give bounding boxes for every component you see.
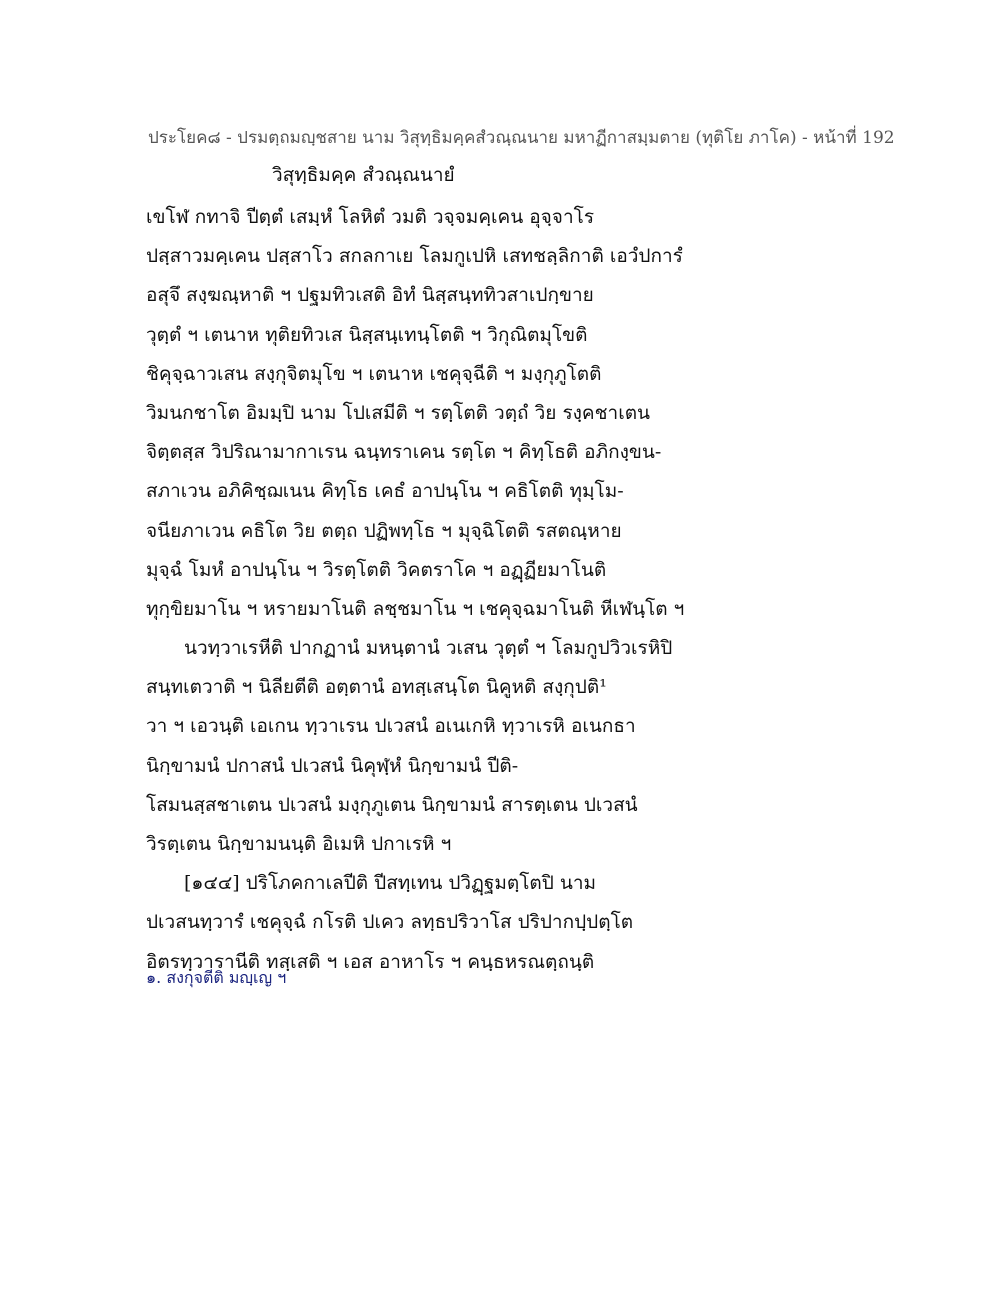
text-line: อสุจึ สงฺฆณฺหาติ ฯ ปฐมทิวเสติ อิทํ นิสฺสนฺททิวสาเปกฺขาย	[146, 284, 594, 307]
text-line: มุจฺฉํ โมหํ อาปนฺโน ฯ วิรตฺโตติ วิคตราโค ฯ อฏฺฏียมาโนติ	[146, 558, 607, 581]
text-line: ปสฺสาวมคฺเคน ปสฺสาโว สกลกาเย โลมกูเปหิ เสทชลฺลิกาติ เอวํปการํ	[146, 245, 683, 268]
text-line: นวทฺวาเรหีติ ปากฏานํ มหนฺตานํ วเสน วุตฺตํ ฯ โลมกูปวิวเรหิปิ	[184, 637, 673, 660]
text-line: [๑๔๔] ปริโภคกาเลปีติ ปีสทฺเทน ปวิฏฺฐมตฺโตปิ นาม	[184, 872, 597, 895]
body-text	[146, 198, 706, 982]
text-line: จนียภาเวน คธิโต วิย ตตฺถ ปฏิพทฺโธ ฯ มุจฺฉิโตติ รสตณฺหาย	[146, 519, 622, 542]
text-line: วิมนกชาโต อิมมฺปิ นาม โปเสมีติ ฯ รตฺโตติ วตฺถํ วิย รงฺคชาเตน	[146, 401, 651, 424]
text-line: นิกฺขามนํ ปกาสนํ ปเวสนํ นิคุฬฺหํ นิกฺขามนํ ปีติ-	[146, 754, 519, 777]
chapter-title: วิสุทฺธิมคฺค สํวณฺณนายํ	[272, 164, 455, 186]
page-header: ประโยค๘ - ปรมตฺถมญฺชสาย นาม วิสุทฺธิมคฺคสํวณฺณนาย มหาฏีกาสมฺมตาย (ทุติโย ภาโค) - หน้าที่ 192	[148, 128, 895, 148]
text-line: วุตฺตํ ฯ เตนาห ทุติยทิวเส นิสฺสนฺเทนฺโตติ ฯ วิกุณิตมุโขติ	[146, 323, 588, 346]
text-line: อิตรทฺวารานีติ ทสฺเสติ ฯ เอส อาหาโร ฯ คนฺธหรณตฺถนฺติ	[146, 950, 595, 973]
text-line: ทุกฺขิยมาโน ฯ หรายมาโนติ ลชฺชมาโน ฯ เชคุจฺฉมาโนติ หีเฬนฺโต ฯ	[146, 597, 685, 620]
text-line: โสมนสฺสชาเตน ปเวสนํ มงฺกุภูเตน นิกฺขามนํ สารตฺเตน ปเวสนํ	[146, 793, 638, 816]
text-line: จิตฺตสฺส วิปริณามากาเรน ฉนฺทราเคน รตฺโต ฯ คิทฺโธติ อภิกงฺขน-	[146, 441, 662, 464]
text-line: สนฺทเตวาติ ฯ นิลียตีติ อตฺตานํ อทสฺเสนฺโต นิคูหติ สงฺกุปติ¹	[146, 676, 607, 699]
footnote: ๑. สงกุจตีติ มญฺเญ ฯ	[146, 968, 287, 987]
text-line: เขโฬ กทาจิ ปีตฺตํ เสมฺหํ โลหิตํ วมติ วจฺจมคฺเคน อุจฺจาโร	[146, 206, 595, 228]
text-line: สภาเวน อภิคิชฺฌเนน คิทฺโธ เคธํ อาปนฺโน ฯ คธิโตติ ทุมฺโม-	[146, 480, 624, 503]
text-line: ชิคุจฺฉาวเสน สงฺกุจิตมุโข ฯ เตนาห เชคุจฺฉีติ ฯ มงฺกุภูโตติ	[146, 362, 602, 385]
text-line: ปเวสนทฺวารํ เชคุจฺฉํ กโรติ ปเคว ลทฺธปริวาโส ปริปากปฺปตฺโต	[146, 911, 634, 934]
text-line: วิรตฺเตน นิกฺขามนนฺติ อิเมหิ ปกาเรหิ ฯ	[146, 833, 452, 855]
text-line: วา ฯ เอวนฺติ เอเกน ทฺวาเรน ปเวสนํ อเนเกหิ ทฺวาเรหิ อเนกธา	[146, 715, 636, 738]
